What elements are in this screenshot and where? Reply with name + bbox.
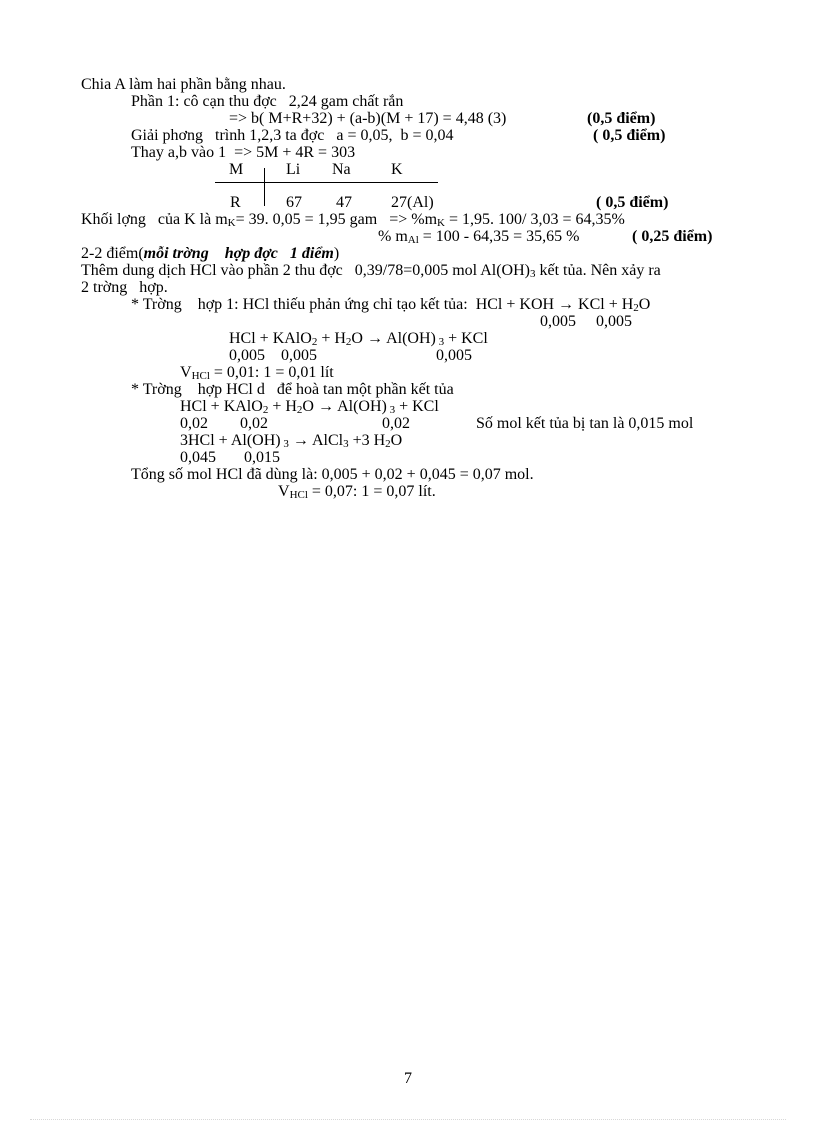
score-label: ( 0,25 điểm)	[632, 228, 713, 245]
text-line: $V_{HCl} = 0,01$: 1 = 0,01 lít	[180, 364, 334, 382]
table-cell: R	[230, 194, 241, 211]
text-line: Chia A làm hai phần bằng nhau.	[81, 76, 286, 93]
table-divider-vertical	[264, 168, 265, 206]
equation-line: HCl + KAlO$_2$ + $H_2O \to Al(OH) _3$ + KCl	[229, 330, 488, 348]
table-cell: Li	[286, 161, 301, 178]
text-line: * Trờng hợp HCl d để hoà tan một phần kết tủa	[131, 381, 454, 398]
text-line: Số mol kết tủa bị tan là 0,015 mol	[476, 415, 694, 432]
table-cell: 67	[286, 194, 302, 211]
table-cell: Na	[332, 161, 351, 178]
page-number: 7	[404, 1070, 412, 1087]
table-cell: 27(Al)	[391, 194, 434, 211]
equation-line: HCl + KAlO$_2$ + $H_2O \to Al(OH) _3$ + KCl	[180, 398, 439, 416]
equation-line: 3HCl + Al(OH) $_3$ → AlCl$_3$ +3 $H_2O$	[180, 432, 403, 450]
text-line: * Trờng hợp 1: HCl thiếu phản ứng chỉ tạo kết tủa: HCl + KOH → KCl + $H_2O$	[131, 296, 651, 314]
arrow-icon: →	[366, 330, 383, 347]
score-label: ( 0,5 điểm)	[593, 127, 666, 144]
text-line: 2 trờng hợp.	[81, 279, 168, 296]
table-cell: K	[391, 161, 403, 178]
text-line: Giải phơng trình 1,2,3 ta đợc a = 0,05, b = 0,04	[131, 127, 454, 144]
table-divider-horizontal	[215, 182, 438, 183]
arrow-icon: →	[317, 398, 334, 415]
arrow-icon: →	[558, 296, 575, 313]
text-line: 0,005 0,005	[540, 313, 632, 330]
text-line: % $m_{Al} = 100 - 64,35 = 35,65$ %	[378, 228, 580, 246]
text-line: Thay a,b vào 1 => 5M + 4R = 303	[131, 144, 356, 161]
table-cell: M	[229, 161, 244, 178]
text-line: Thêm dung dịch HCl vào phần 2 thu đợc 0,39/78=0,005 mol $Al(OH)_3$ kết tủa. Nên xảy ra	[81, 262, 661, 280]
page-bottom-border	[30, 1119, 786, 1120]
text-line: 0,02	[382, 415, 410, 432]
text-line: $V_{HCl} = 0,07$: 1 = 0,07 lít.	[278, 483, 436, 501]
score-label: ( 0,5 điểm)	[596, 194, 669, 211]
table-cell: 47	[336, 194, 352, 211]
score-label: (0,5 điểm)	[587, 110, 656, 127]
arrow-icon: →	[292, 432, 309, 449]
text-line: Phần 1: cô cạn thu đợc 2,24 gam chất rắn	[131, 93, 404, 110]
text-line: 0,02 0,02	[180, 415, 268, 432]
text-line: 0,005 0,005	[229, 347, 317, 364]
equation-line: => b( M+R+32) + (a-b)(M + 17) = 4,48 (3)	[229, 110, 507, 127]
text-line: Tổng số mol HCl đã dùng là: 0,005 + 0,02 + 0,045 = 0,07 mol.	[131, 466, 534, 483]
section-heading: 2-2 điểm(mỗi trờng hợp đợc 1 điểm)	[81, 245, 340, 262]
text-line: 0,045 0,015	[180, 449, 280, 466]
text-line: 0,005	[436, 347, 472, 364]
text-line: Khối lợng của K là $m_K= 39$. 0,05 = 1,95 gam => $\%m_K = 1,95$. 100/ 3,03 = 64,35%	[81, 211, 625, 229]
